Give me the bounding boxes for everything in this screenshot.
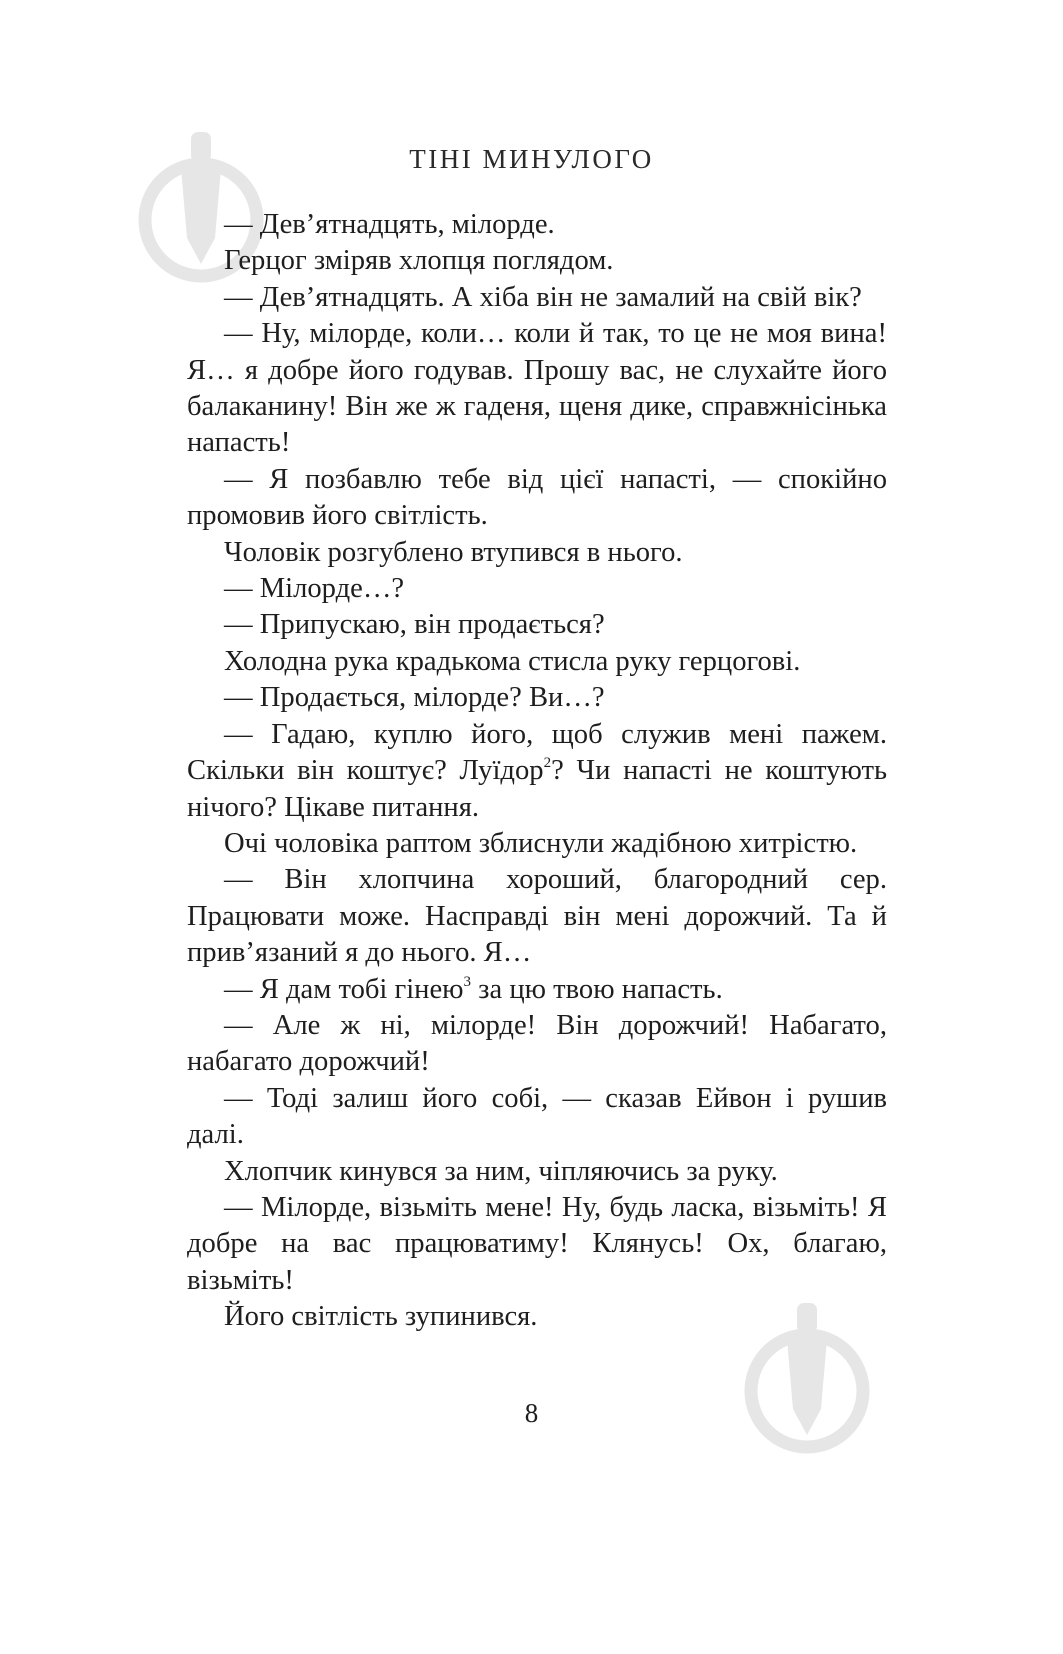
paragraph: — Він хлопчина хороший, благородний сер. Працювати може. Насправді він мені дорожчий. Та й прив’язаний я до нього. Я… bbox=[187, 864, 887, 969]
paragraph: — Але ж ні, мілорде! Він дорожчий! Набагато, набагато дорожчий! bbox=[187, 1009, 887, 1078]
running-head: ТІНІ МИНУЛОГО bbox=[409, 144, 654, 174]
footnote-marker: 2 bbox=[543, 755, 552, 772]
body-text bbox=[187, 207, 887, 1336]
paragraph: — Мілорде…? bbox=[224, 573, 405, 605]
paragraph: Хлопчик кинувся за ним, чіпляючись за руку. bbox=[224, 1155, 778, 1187]
paragraph: — Дев’ятнадцять. А хіба він не замалий на свій вік? bbox=[224, 281, 862, 313]
paragraph: — Ну, мілорде, коли… коли й так, то це не моя вина! Я… я добре його годував. Прошу вас, не слухайте його балаканину! Він же ж гаденя, щеня дике, справжнісінька напасть! bbox=[187, 318, 887, 459]
paragraph: Очі чоловіка раптом зблиснули жадібною хитрістю. bbox=[224, 827, 858, 859]
paragraph: Його світлість зупинився. bbox=[224, 1301, 538, 1333]
paragraph: Герцог зміряв хлопця поглядом. bbox=[224, 245, 614, 277]
paragraph: — Припускаю, він продається? bbox=[224, 609, 605, 641]
paragraph: — Продається, мілорде? Ви…? bbox=[224, 682, 605, 714]
paragraph: Холодна рука крадькома стисла руку герцогові. bbox=[224, 645, 801, 677]
page-number: 8 bbox=[524, 1398, 539, 1428]
footnote-marker: 3 bbox=[463, 973, 472, 990]
paragraph-text: за цю твою напасть. bbox=[471, 973, 723, 1005]
paragraph: — Тоді залиш його собі, — сказав Ейвон і рушив далі. bbox=[187, 1082, 887, 1151]
paragraph-text: — Я дам тобі гінею bbox=[224, 973, 464, 1005]
paragraph: Чоловік розгублено втупився в нього. bbox=[224, 536, 683, 568]
paragraph: — Дев’ятнадцять, мілорде. bbox=[224, 209, 555, 240]
paragraph-text: — Гадаю, куплю його, щоб служив мені пажем. Скільки він коштує? Луїдор bbox=[187, 718, 887, 787]
paragraph: — Мілорде, візьміть мене! Ну, будь ласка, візьміть! Я добре на вас працюватиму! Клянусь! Ох, благаю, візьміть! bbox=[187, 1191, 887, 1296]
paragraph bbox=[187, 972, 887, 1008]
paragraph bbox=[187, 717, 887, 826]
paragraph-text: ? Чи напасті не коштують нічого? Цікаве питання. bbox=[187, 755, 887, 823]
paragraph: — Я позбавлю тебе від цієї напасті, — спокійно промовив його світлість. bbox=[187, 463, 887, 532]
